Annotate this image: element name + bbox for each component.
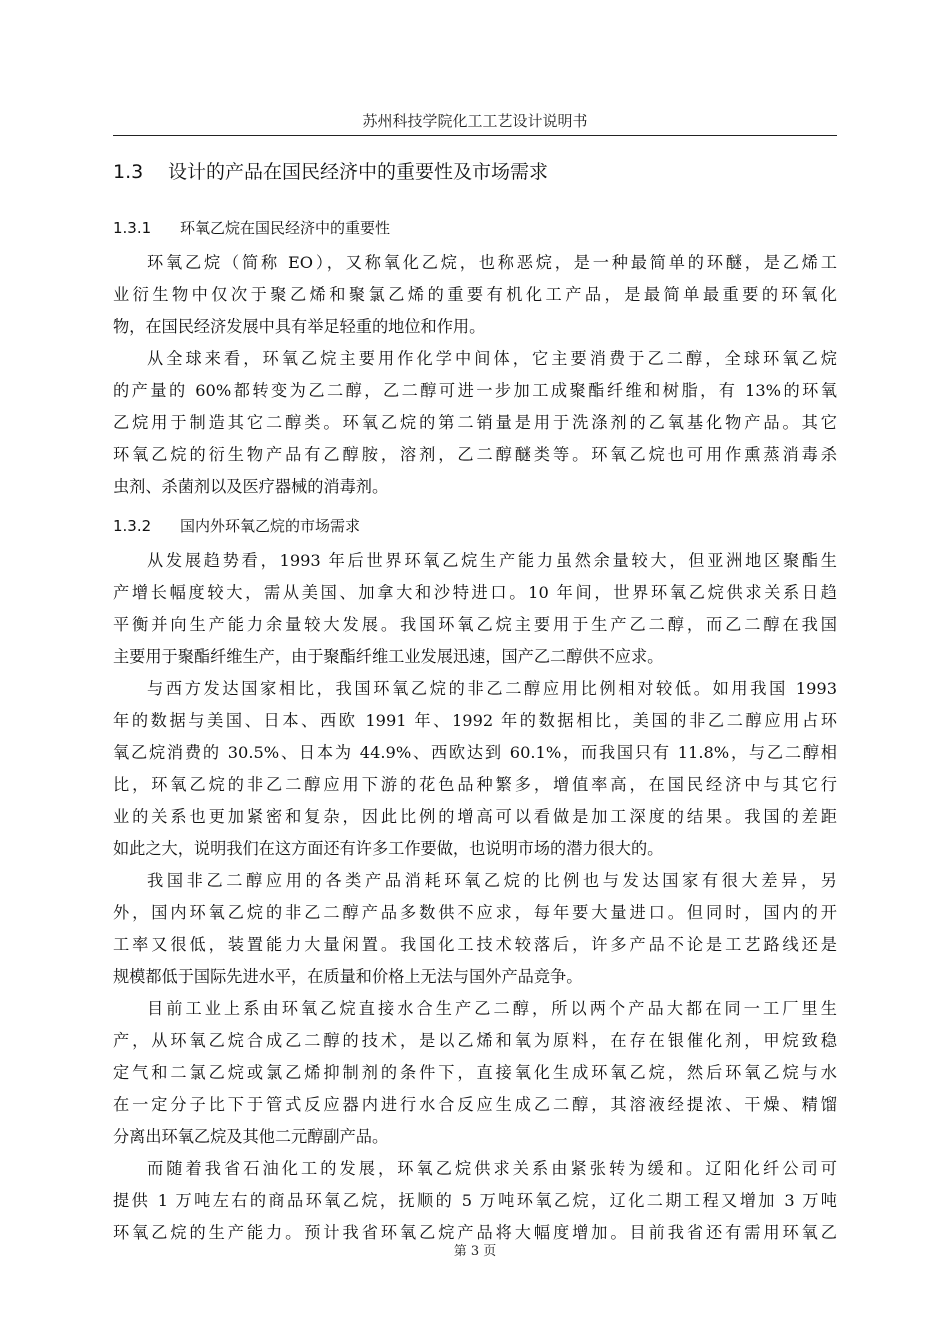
body-line: 外，国内环氧乙烷的非乙二醇产品多数供不应求，每年要大量进口。但同时，国内的开 — [113, 903, 837, 922]
body-line: 提供 1 万吨左右的商品环氧乙烷，抚顺的 5 万吨环氧乙烷，辽化二期工程又增加 3 万吨 — [113, 1191, 837, 1210]
subsection-title: 国内外环氧乙烷的市场需求 — [180, 517, 361, 535]
body-line: 工率又很低，装置能力大量闲置。我国化工技术较落后，许多产品不论是工艺路线还是 — [113, 935, 837, 954]
section-heading — [113, 157, 548, 184]
body-line: 分离出环氧乙烷及其他二元醇副产品。 — [113, 1127, 389, 1146]
body-line: 主要用于聚酯纤维生产，由于聚酯纤维工业发展迅速，国产乙二醇供不应求。 — [113, 647, 664, 666]
running-header: 苏州科技学院化工工艺设计说明书 — [362, 112, 588, 130]
section-number: 1.3 — [113, 161, 144, 183]
body-line: 的产量的 60%都转变为乙二醇，乙二醇可进一步加工成聚酯纤维和树脂，有 13%的环氧 — [113, 381, 837, 400]
body-line: 定气和二氯乙烷或氯乙烯抑制剂的条件下，直接氧化生成环氧乙烷，然后环氧乙烷与水 — [113, 1063, 837, 1082]
body-line: 年的数据与美国、日本、西欧 1991 年、1992 年的数据相比，美国的非乙二醇应用占环 — [113, 711, 837, 730]
body-line: 从全球来看，环氧乙烷主要用作化学中间体，它主要消费于乙二醇，全球环氧乙烷 — [147, 349, 837, 368]
body-line: 在一定分子比下于管式反应器内进行水合反应生成乙二醇，其溶液经提浓、干燥、精馏 — [113, 1095, 837, 1114]
body-line: 从发展趋势看，1993 年后世界环氧乙烷生产能力虽然余量较大，但亚洲地区聚酯生 — [147, 551, 837, 570]
body-line: 业衍生物中仅次于聚乙烯和聚氯乙烯的重要有机化工产品，是最简单最重要的环氧化 — [113, 285, 837, 304]
subsection-number: 1.3.2 — [113, 517, 152, 535]
subsection-heading — [113, 515, 360, 536]
body-line: 目前工业上系由环氧乙烷直接水合生产乙二醇，所以两个产品大都在同一工厂里生 — [147, 999, 837, 1018]
body-line: 我国非乙二醇应用的各类产品消耗环氧乙烷的比例也与发达国家有很大差异，另 — [147, 871, 837, 890]
body-line: 产，从环氧乙烷合成乙二醇的技术，是以乙烯和氧为原料，在存在银催化剂，甲烷致稳 — [113, 1031, 837, 1050]
body-line: 环氧乙烷的衍生物产品有乙醇胺，溶剂，乙二醇醚类等。环氧乙烷也可用作熏蒸消毒杀 — [113, 445, 837, 464]
body-line: 规模都低于国际先进水平，在质量和价格上无法与国外产品竞争。 — [113, 967, 583, 986]
body-line: 氧乙烷消费的 30.5%、日本为 44.9%、西欧达到 60.1%，而我国只有 11.8%，与乙二醇相 — [113, 743, 837, 762]
body-line: 如此之大，说明我们在这方面还有许多工作要做，也说明市场的潜力很大的。 — [113, 839, 664, 858]
subsection-heading — [113, 217, 390, 238]
page-number: 第 3 页 — [453, 1244, 497, 1259]
section-title: 设计的产品在国民经济中的重要性及市场需求 — [168, 161, 549, 183]
body-line: 虫剂、杀菌剂以及医疗器械的消毒剂。 — [113, 477, 389, 496]
body-line: 环氧乙烷的生产能力。预计我省环氧乙烷产品将大幅度增加。目前我省还有需用环氧乙 — [113, 1223, 837, 1242]
body-line: 物，在国民经济发展中具有举足轻重的地位和作用。 — [113, 317, 486, 336]
body-line: 比，环氧乙烷的非乙二醇应用下游的花色品种繁多，增值率高，在国民经济中与其它行 — [113, 775, 837, 794]
header-divider — [113, 135, 837, 136]
subsection-number: 1.3.1 — [113, 219, 152, 237]
body-line: 而随着我省石油化工的发展，环氧乙烷供求关系由紧张转为缓和。辽阳化纤公司可 — [147, 1159, 837, 1178]
body-line: 业的关系也更加紧密和复杂，因此比例的增高可以看做是加工深度的结果。我国的差距 — [113, 807, 837, 826]
subsection-title: 环氧乙烷在国民经济中的重要性 — [180, 219, 391, 237]
body-line: 平衡并向生产能力余量较大发展。我国环氧乙烷主要用于生产乙二醇，而乙二醇在我国 — [113, 615, 837, 634]
body-line: 产增长幅度较大，需从美国、加拿大和沙特进口。10 年间，世界环氧乙烷供求关系日趋 — [113, 583, 837, 602]
body-line: 与西方发达国家相比，我国环氧乙烷的非乙二醇应用比例相对较低。如用我国 1993 — [147, 679, 837, 698]
body-line: 环氧乙烷（简称 EO），又称氧化乙烷，也称恶烷，是一种最简单的环醚，是乙烯工 — [147, 253, 837, 272]
body-line: 乙烷用于制造其它二醇类。环氧乙烷的第二销量是用于洗涤剂的乙氧基化物产品。其它 — [113, 413, 837, 432]
